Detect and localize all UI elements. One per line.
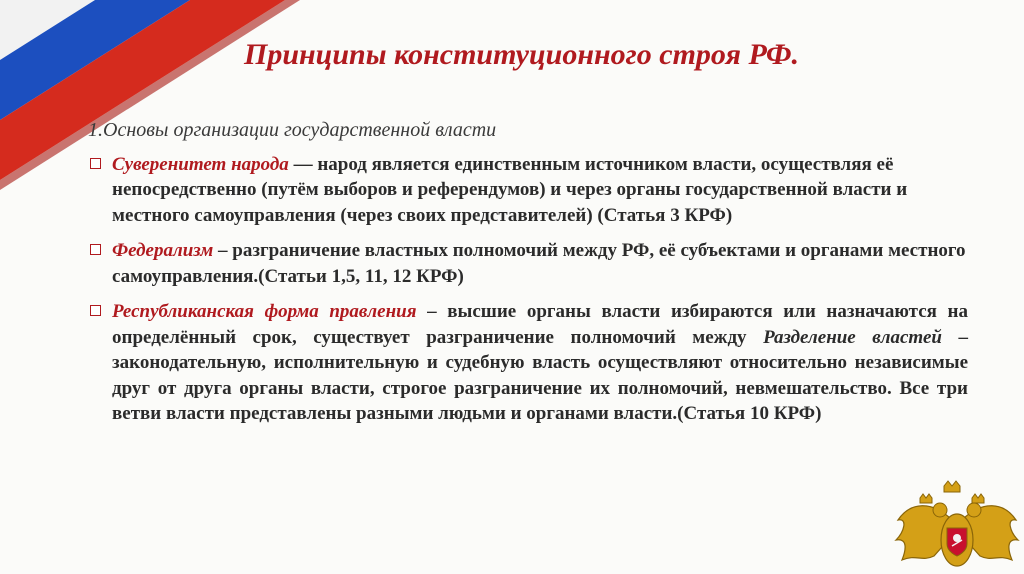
- item-text: — народ является единственным источником власти, осуществляя её непосредственно (путём выборов и референдумов) и через органы государственной власти и местного самоуправления (через своих представителей) (Статья 3 КРФ): [112, 153, 908, 226]
- page-title: Принципы конституционного строя РФ.: [244, 38, 799, 71]
- list-item: [88, 152, 968, 229]
- section-heading: 1.Основы организации государственной власти: [88, 119, 497, 141]
- checkbox-bullet-icon: [90, 244, 101, 255]
- item-inline-term: Разделение властей: [763, 326, 942, 348]
- item-term: Суверенитет народа: [112, 153, 289, 175]
- item-text-before: – высшие органы власти избираются или назначаются на определённый срок, существует разграничение полномочий между: [112, 301, 968, 348]
- checkbox-bullet-icon: [90, 158, 101, 169]
- checkbox-bullet-icon: [90, 305, 101, 316]
- list-item: [88, 238, 968, 289]
- item-text-after: – законодательную, исполнительную и судебную власть осуществляют относительно независимые друг от друга органы власти, строгое разграничение их полномочий, невмешательство. Все три ветви власти представлены разными людьми и органами власти.(Статья 10 КРФ): [112, 326, 968, 424]
- item-term: Федерализм: [112, 240, 214, 261]
- item-term: Республиканская форма правления: [112, 301, 417, 322]
- coat-of-arms-icon: [892, 480, 1022, 574]
- list-item: [88, 299, 968, 427]
- item-text: – разграничение властных полномочий между РФ, её субъектами и органами местного самоуправления.(Статьи 1,5, 11, 12 КРФ): [112, 240, 966, 287]
- content-body: [88, 118, 968, 437]
